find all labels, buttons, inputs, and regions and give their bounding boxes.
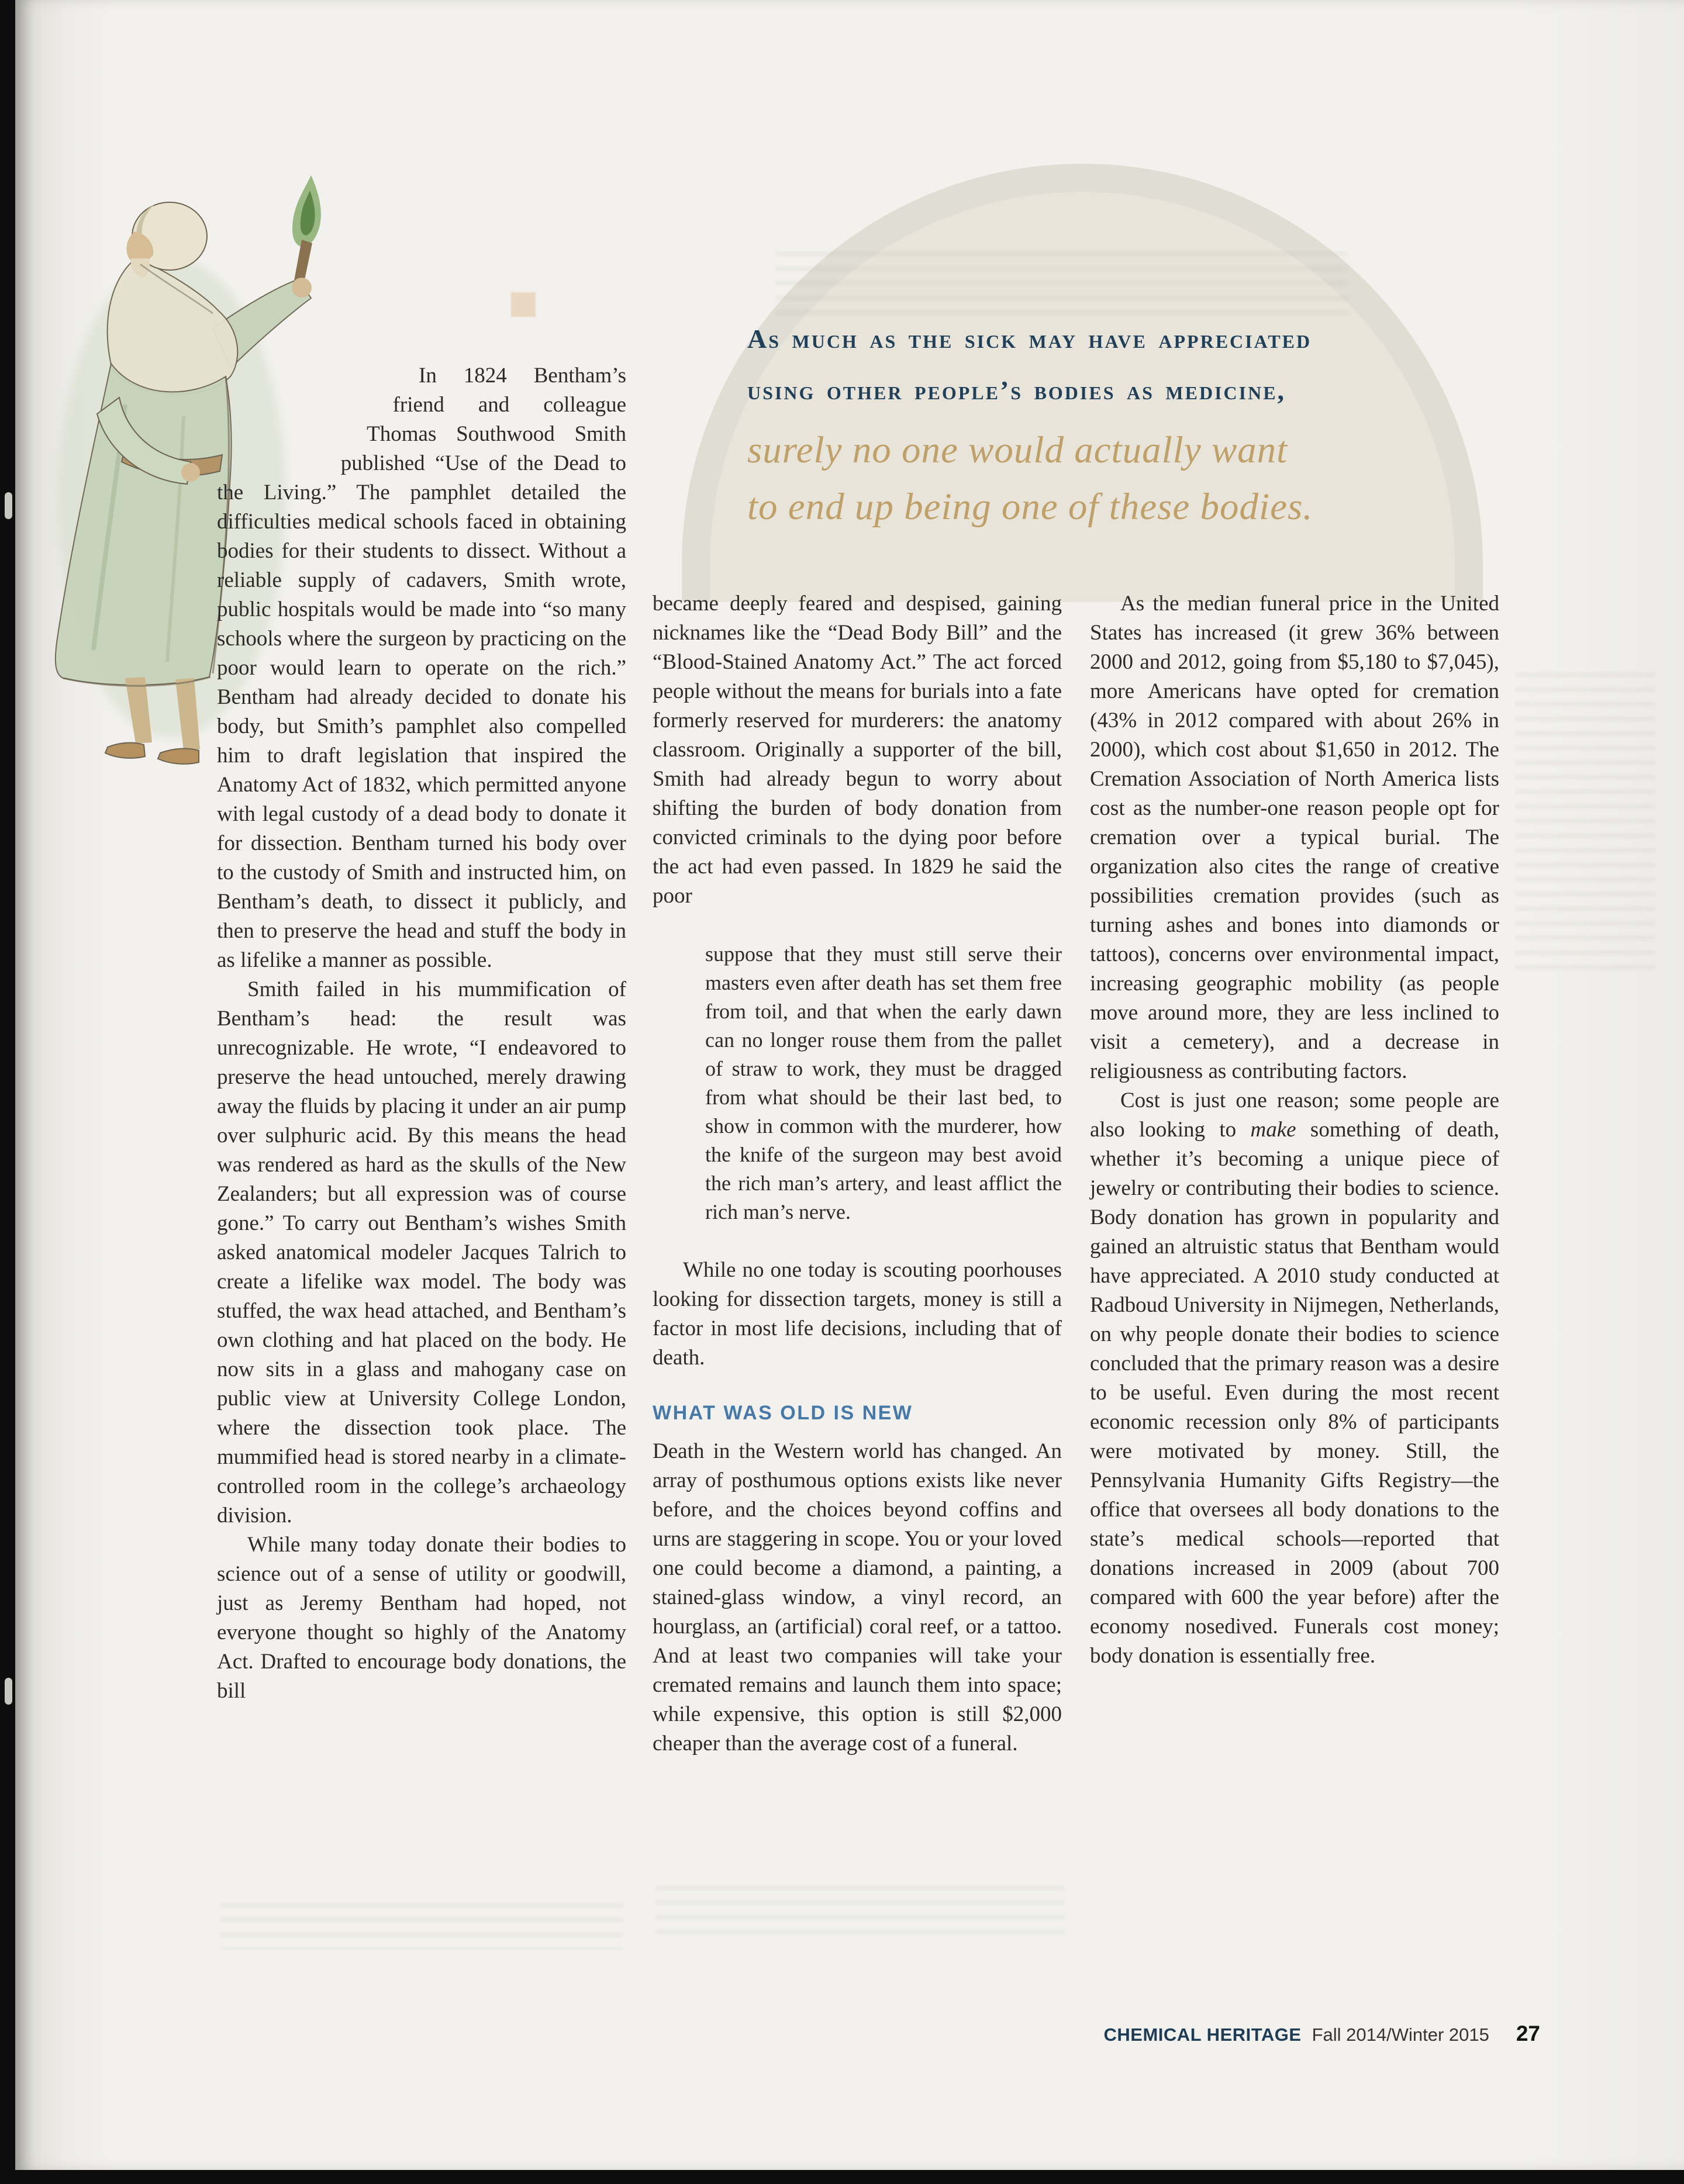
magazine-name: CHEMICAL HERITAGE <box>1103 2024 1302 2045</box>
showthrough-text <box>1515 672 1655 976</box>
magazine-page <box>15 0 1684 2170</box>
pull-quote-caps-line1: As much as the sick may have appreciated <box>747 324 1312 354</box>
paragraph: In 1824 Bentham’s friend and colleague Thomas Southwood Smith published “Use of the Dead to the Living.” The pamphlet detailed the difficulties medical schools faced in obtaining bodies for their students to dissect. Without a reliable supply of cadavers, Smith wrote, public hospitals would be made into “so many schools where the surgeon by practicing on the poor would learn to operate on the rich.” Bentham had already decided to donate his body, but Smith’s pamphlet also compelled him to draft legislation that inspired the Anatomy Act of 1832, which permitted anyone with legal custody of a dead body to donate it for dissection. Bentham turned his body over to the custody of Smith and instructed him, on Bentham’s death, to dissect it publicly, and then to preserve the head and stuff the body in as lifelike a manner as possible. <box>217 364 626 972</box>
paragraph: While no one today is scouting poorhouses looking for dissection targets, money is still a factor in most life decisions, including that of death. <box>653 1258 1062 1370</box>
pull-quote-italic-line2: to end up being one of these bodies. <box>747 486 1313 528</box>
paragraph <box>1090 1086 1499 1671</box>
binding-stitch <box>5 492 12 519</box>
paragraph: Smith failed in his mummification of Bentham’s head: the result was unrecognizable. He wrote, “I endeavored to preserve the head untouched, merely drawing away the fluids by placing it under an air pump over sulphuric acid. By this means the head was rendered as hard as the skulls of the New Zealanders; but all expression was of course gone.” To carry out Bentham’s wishes Smith asked anatomical modeler Jacques Talrich to create a lifelike wax model. The body was stuffed, the wax head attached, and Bentham’s own clothing and hat placed on the body. He now sits in a glass and mahogany case on public view at University College London, where the dissection took place. The mummified head is stored nearby in a climate-controlled room in the college’s archaeology division. <box>217 977 626 1528</box>
binding-stitch <box>5 1678 12 1705</box>
showthrough-square <box>511 292 536 317</box>
paragraph: Death in the Western world has changed. An array of posthumous options exists like never before, and the choices beyond coffins and urns are staggering in scope. You or your loved one could become a diamond, a painting, a stained-glass window, a vinyl record, an hourglass, an (artificial) coral reef, or a tattoo. And at least two companies will take your cremated remains and launch them into space; while expensive, this option is still $2,000 cheaper than the average cost of a funeral. <box>653 1439 1062 1756</box>
showthrough-text <box>655 1885 1065 1941</box>
showthrough-text <box>220 1903 623 1950</box>
pull-quote-italic-line1: surely no one would actually want <box>747 429 1288 471</box>
pull-quote <box>747 313 1513 535</box>
pull-quote-caps-line2: using other people’s bodies as medicine, <box>747 375 1286 405</box>
paragraph: As the median funeral price in the United States has increased (it grew 36% between 2000 and 2012, going from $5,180 to $7,045), more Americans have opted for cremation (43% in 2012 compared with about 26% in 2000), which cost about $1,650 in 2012. The Cremation Association of North America lists cost as the number-one reason people opt for cremation over a typical burial. The organization also cites the range of creative possibilities cremation provides (such as turning ashes and bones into diamonds or tattoos), concerns over environmental impact, increasing geographic mobility (as people move around more, they are less inclined to visit a cemetery), and a decrease in religiousness as contributing factors. <box>1090 592 1499 1083</box>
column-1 <box>217 361 626 1706</box>
showthrough-text <box>775 251 1348 322</box>
column-2 <box>653 589 1062 1758</box>
section-heading: WHAT WAS OLD IS NEW <box>653 1402 913 1424</box>
paragraph-text: something of death, whether it’s becoming a unique piece of jewelry or contributing their bodies to science. Body donation has grown in popularity and gained an altruistic status that Bentham would have appreciated. A 2010 study conducted at Radboud University in Nijmegen, Netherlands, on why people donate their bodies to science concluded that the primary reason was a desire to be useful. Even during the most recent economic recession only 8% of participants were motivated by money. Still, the Pennsylvania Humanity Gifts Registry—the office that oversees all body donations to the state’s medical schools—reported that donations increased in 2009 (about 700 compared with 600 the year before) after the economy nosedived. Funerals cost money; body donation is essentially free. <box>1090 1118 1499 1668</box>
issue-label: Fall 2014/Winter 2015 <box>1312 2024 1489 2045</box>
paragraph: became deeply feared and despised, gaining nicknames like the “Dead Body Bill” and the “Blood-Stained Anatomy Act.” The act forced people without the means for burials into a fate formerly reserved for murderers: the anatomy classroom. Originally a supporter of the bill, Smith had already begun to worry about shifting the burden of body donation from convicted criminals to the dying poor before the act had even passed. In 1829 he said the poor <box>653 592 1062 908</box>
paragraph-text: Cost is just one reason; some people are also looking to <box>1090 1088 1499 1142</box>
emphasized-word: make <box>1250 1118 1296 1142</box>
page-number: 27 <box>1516 2021 1540 2045</box>
block-quote: suppose that they must still serve their masters even after death has set them free from toil, and that when the early dawn can no longer rouse them from the pallet of straw to work, they must be dragged from what should be their last bed, to show in common with the murderer, how the knife of the surgeon may best avoid the rich man’s artery, and least afflict the rich man’s nerve. <box>705 942 1062 1224</box>
paragraph: While many today donate their bodies to science out of a sense of utility or goodwill, just as Jeremy Bentham had hoped, not everyone thought so highly of the Anatomy Act. Drafted to encourage body donations, the bill <box>217 1533 626 1703</box>
column-3 <box>1090 589 1499 1671</box>
page-footer <box>1104 2021 1540 2046</box>
